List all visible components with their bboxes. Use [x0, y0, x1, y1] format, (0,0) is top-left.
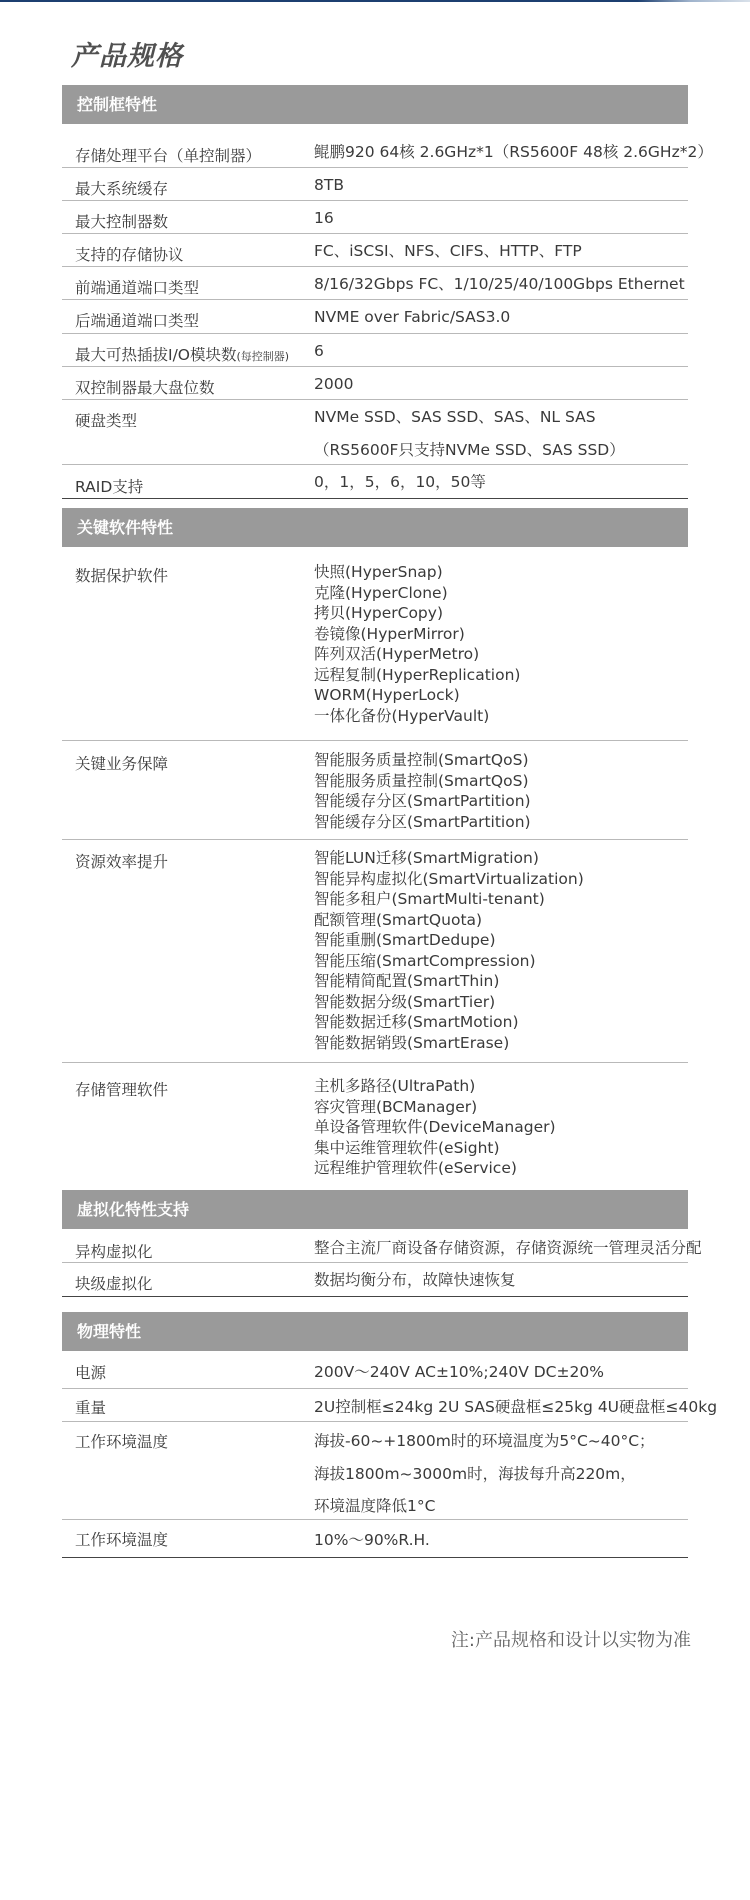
section-software [62, 508, 688, 1191]
row-label: 块级虚拟化 [75, 1275, 153, 1293]
row-value: 8/16/32Gbps FC、1/10/25/40/100Gbps Ethernet [314, 275, 685, 293]
row-value: 整合主流厂商设备存储资源，存储资源统一管理灵活分配 [314, 1239, 702, 1257]
table-row [62, 1229, 702, 1263]
table-row [62, 300, 688, 334]
row-label: RAID支持 [75, 478, 144, 496]
row-value: 6 [314, 342, 324, 360]
row-label: 工作环境温度 [75, 1531, 169, 1549]
row-value: 主机多路径(UltraPath) 容灾管理(BCManager) 单设备管理软件(DeviceManager) 集中运维管理软件(eSight) 远程维护管理软件(eService) [314, 1077, 556, 1177]
row-label: 工作环境温度 [75, 1433, 169, 1451]
row-label: 资源效率提升 [75, 853, 169, 871]
row-value: 200V～240V AC±10%;240V DC±20% [314, 1363, 604, 1381]
row-value: 数据均衡分布，故障快速恢复 [314, 1271, 516, 1289]
table-row [62, 334, 688, 367]
row-label: 电源 [75, 1364, 107, 1382]
row-label: 后端通道端口类型 [75, 312, 200, 330]
table-row [62, 1351, 688, 1389]
table-row [62, 400, 688, 465]
section-header: 物理特性 [62, 1312, 688, 1351]
row-label: 最大控制器数 [75, 213, 169, 231]
row-label: 最大系统缓存 [75, 180, 169, 198]
table-row [62, 201, 688, 234]
row-label: 存储管理软件 [75, 1081, 169, 1099]
table-row [62, 1263, 688, 1297]
table-row [62, 741, 688, 840]
row-label: 双控制器最大盘位数 [75, 379, 215, 397]
row-label: 异构虚拟化 [75, 1243, 153, 1261]
footnote: 注:产品规格和设计以实物为准 [450, 1630, 691, 1651]
row-label: 最大可热插拔I/O模块数(每控制器) [75, 346, 290, 364]
table-row [62, 367, 688, 400]
top-accent-line [0, 0, 750, 2]
row-value: NVMe SSD、SAS SSD、SAS、NL SAS （RS5600F只支持NVMe SSD、SAS SSD） [314, 408, 625, 459]
table-row [62, 547, 688, 741]
section-controller [62, 85, 713, 499]
section-header: 关键软件特性 [62, 508, 688, 547]
table-row [62, 1520, 688, 1558]
section-virtualization [62, 1190, 702, 1297]
row-label: 支持的存储协议 [75, 246, 184, 264]
section-header: 虚拟化特性支持 [62, 1190, 688, 1229]
row-value: 8TB [314, 176, 344, 194]
row-value: 2U控制框≤24kg 2U SAS硬盘框≤25kg 4U硬盘框≤40kg [314, 1398, 718, 1416]
row-value: 海拔-60~+1800m时的环境温度为5°C~40°C； 海拔1800m~3000m时，海拔每升高220m， 环境温度降低1°C [314, 1432, 655, 1515]
row-value: 2000 [314, 375, 354, 393]
row-value: 智能LUN迁移(SmartMigration) 智能异构虚拟化(SmartVirtualization) 智能多租户(SmartMulti-tenant) 配额管理(SmartQuota) 智能重删(SmartDedupe) 智能压缩(SmartCompression) 智能精简配置(SmartThin) 智能数据分级(SmartTier) 智能数据迁移(SmartMotion) 智能数据销毁(SmartErase) [314, 849, 584, 1052]
row-label: 硬盘类型 [75, 412, 138, 430]
table-row [62, 134, 713, 168]
table-row [62, 267, 688, 300]
table-row [62, 1389, 718, 1422]
table-row [62, 840, 688, 1063]
row-value: 16 [314, 209, 334, 227]
row-value: NVME over Fabric/SAS3.0 [314, 308, 511, 326]
row-value: 快照(HyperSnap) 克隆(HyperClone) 拷贝(HyperCopy) 卷镜像(HyperMirror) 阵列双活(HyperMetro) 远程复制(HyperReplication) WORM(HyperLock) 一体化备份(HyperVault) [314, 563, 521, 725]
table-row [62, 1063, 688, 1191]
table-row [62, 234, 688, 267]
table-row [62, 168, 688, 201]
row-value: 0，1，5，6，10，50等 [314, 473, 486, 491]
table-row [62, 465, 688, 499]
page-title: 产品规格 [71, 41, 183, 72]
table-row [62, 1422, 688, 1520]
row-label: 存储处理平台（单控制器） [75, 147, 262, 165]
row-value: 鲲鹏920 64核 2.6GHz*1（RS5600F 48核 2.6GHz*2） [314, 143, 713, 161]
row-label: 关键业务保障 [75, 755, 169, 773]
row-label: 重量 [75, 1399, 107, 1417]
row-label: 前端通道端口类型 [75, 279, 200, 297]
row-label: 数据保护软件 [75, 567, 169, 585]
section-header: 控制框特性 [62, 85, 688, 124]
row-value: FC、iSCSI、NFS、CIFS、HTTP、FTP [314, 242, 582, 260]
row-value: 智能服务质量控制(SmartQoS) 智能服务质量控制(SmartQoS) 智能缓存分区(SmartPartition) 智能缓存分区(SmartPartition) [314, 751, 531, 831]
section-physical [62, 1312, 718, 1558]
row-value: 10%～90%R.H. [314, 1531, 430, 1549]
